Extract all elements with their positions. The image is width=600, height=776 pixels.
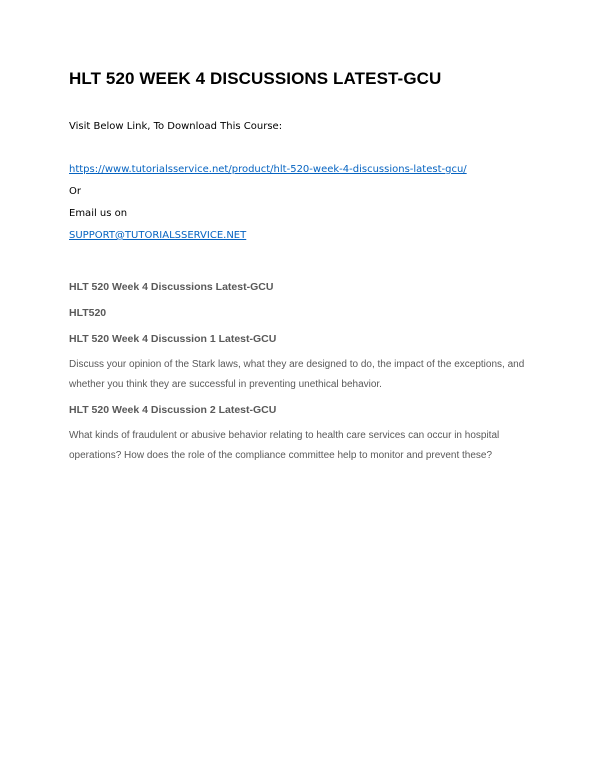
or-text: Or bbox=[69, 186, 81, 197]
email-link-line bbox=[69, 230, 246, 241]
discussion-2-heading: HLT 520 Week 4 Discussion 2 Latest-GCU bbox=[69, 404, 277, 416]
discussion-2-body: What kinds of fraudulent or abusive behavior relating to health care services can occur in hospital operations? How does the role of the compliance committee help to monitor and prevent these? bbox=[69, 430, 500, 461]
visit-instructions: Visit Below Link, To Download This Course: bbox=[69, 121, 283, 132]
course-link-line bbox=[69, 164, 467, 175]
content-heading: HLT 520 Week 4 Discussions Latest-GCU bbox=[69, 281, 274, 293]
email-link[interactable]: SUPPORT@TUTORIALSSERVICE.NET bbox=[69, 230, 247, 241]
course-link[interactable]: https://www.tutorialsservice.net/product/hlt-520-week-4-discussions-latest-gcu/ bbox=[69, 164, 467, 175]
discussion-1-heading: HLT 520 Week 4 Discussion 1 Latest-GCU bbox=[69, 333, 277, 345]
document-title: HLT 520 WEEK 4 DISCUSSIONS LATEST-GCU bbox=[69, 69, 442, 88]
course-code: HLT520 bbox=[69, 307, 107, 319]
discussion-1-body: Discuss your opinion of the Stark laws, what they are designed to do, the impact of the exceptions, and whether you think they are successful in preventing unethical behavior. bbox=[69, 359, 525, 390]
email-label: Email us on bbox=[69, 208, 128, 219]
